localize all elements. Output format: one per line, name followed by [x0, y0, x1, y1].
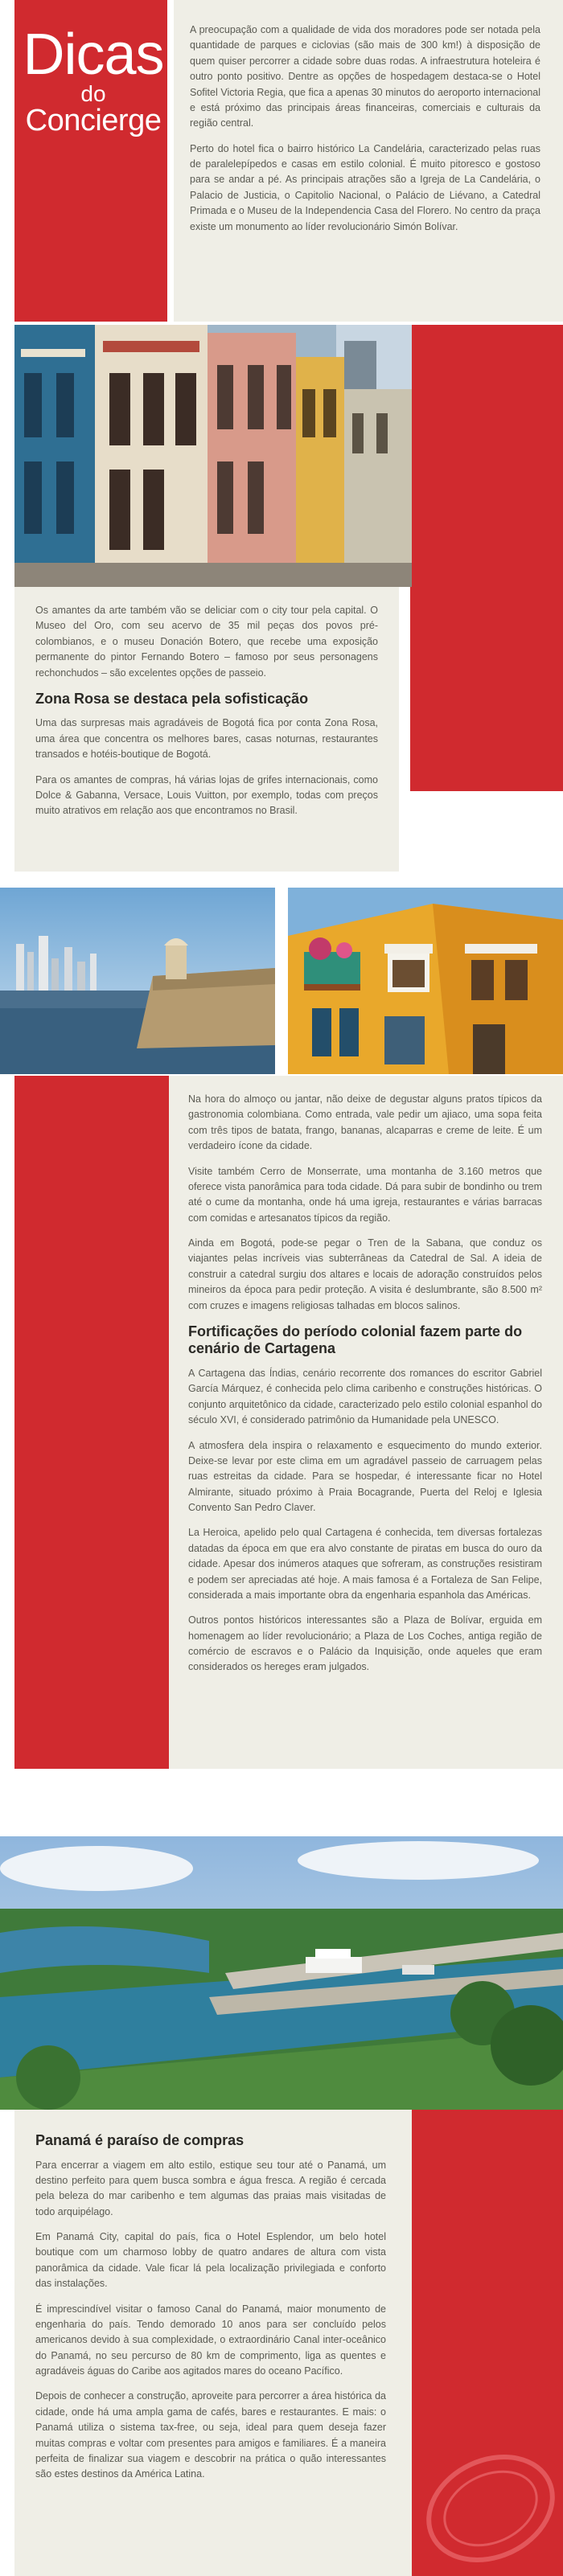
section3-paragraph-2: Visite também Cerro de Monserrate, uma montanha de 3.160 metros que oferece vista panorâmica para toda cidade. Dá para subir de bondinho ou trem até o cume da montanha, onde há uma igreja, restaurantes e várias barracas com comidas e artesanatos típicos da região. — [188, 1165, 542, 1224]
section4-paragraph-2: Em Panamá City, capital do país, fica o Hotel Esplendor, um belo hotel boutique com um charmoso lobby de quatro andares de altura com vista panorâmica da cidade. Vale ficar lá pela localização privilegiada e conforto das instalações. — [35, 2231, 386, 2290]
cartagena-waterfront-photo — [0, 888, 275, 1074]
section3-paragraph-1: Na hora do almoço ou jantar, não deixe de degustar alguns pratos típicos da gastronomia colombiana. Como entrada, vale pedir um ajiaco, uma sopa feita com três tipos de batata, frango, bananas, alcaparras e creme de leite. É um verdadeiro ícone da cidade. — [188, 1093, 542, 1152]
section2-text — [35, 603, 378, 829]
section2-paragraph-2: Uma das surpresas mais agradáveis de Bogotá fica por conta Zona Rosa, uma área que concentra os melhores bares, casas noturnas, restaurantes transados e hotéis-boutique de Bogotá. — [35, 717, 378, 761]
section1-paragraph-2: Perto do hotel fica o bairro histórico La Candelária, caracterizado pelas ruas de paralelepípedos e casas em estilo colonial. É muito pitoresco e gostoso para se andar a pé. As principais atrações são a Igreja de La Candelária, o Palacio de Justicia, o Capitolio Nacional, o Palácio de Liévano, a Catedral Primada e o Museu de la Independencia Casa del Florero. No centro da praça existe um monumento ao líder revolucionário Simón Bolívar. — [190, 142, 540, 232]
section1-paragraph-1: A preocupação com a qualidade de vida dos moradores pode ser notada pela quantidade de parques e ciclovias (são mais de 300 km!) à disposição de quem quiser percorrer a cidade sobre duas rodas. A infraestrutura hoteleira é outro ponto positivo. Dentre as opções de hospedagem destaca-se o Hotel Sofitel Victoria Regia, que fica a apenas 30 minutos do aeroporto internacional e está próximo das principais áreas financeiras, comerciais e culturais da região central. — [190, 24, 540, 129]
section1-text — [190, 23, 540, 244]
title-line-do: do — [80, 80, 106, 106]
section3-paragraph-5: A atmosfera dela inspira o relaxamento e esquecimento do mundo exterior. Deixe-se levar por este clima em um agradável passeio de carruagem pelas ruas estreitas da cidade. Para se hospedar, é interessante ficar no Hotel Almirante, situado próximo à Praia Bocagrande, Puerta del Reloj e Iglesia Convento San Pedro Claver. — [188, 1439, 542, 1514]
section4-paragraph-3: É imprescindível visitar o famoso Canal do Panamá, maior monumento de engenharia do país. Tendo demorado 10 anos para ser concluído pelos americanos devido à sua complexidade, o extraordinário Canal inter-oceânico do Panamá, no seu percurso de 80 km de comprimento, liga as quentes e agradáveis águas do Caribe aos agitados mares do oceano Pacífico. — [35, 2303, 386, 2377]
decorative-swirl-icon — [410, 2420, 563, 2576]
section3-paragraph-4: A Cartagena das Índias, cenário recorrente dos romances do escritor Gabriel García Márquez, é conhecida pelo clima caribenho e construções históricas. O conjunto arquitetônico da cidade, caracterizado pelo estilo colonial espanhol do século XVI, é considerado patrimônio da Humanidade pela UNESCO. — [188, 1368, 542, 1426]
title-line-concierge: Concierge — [25, 103, 162, 137]
section4-heading: Panamá é paraíso de compras — [35, 2132, 245, 2148]
section3-red-block — [14, 1076, 172, 1769]
section3-paragraph-3: Ainda em Bogotá, pode-se pegar o Tren de la Sabana, que conduz os viajantes pelas incríveis vias subterrâneas da Catedral de Sal. A ideia de construir a catedral surgiu dos altares e locais de adoração construídos pelos mineiros da época para pedir proteção. A visita é deslumbrante, são 8.500 m² com cruzes e imagens religiosas talhadas em blocos salinos. — [188, 1237, 542, 1311]
section3-paragraph-6: La Heroica, apelido pelo qual Cartagena é conhecida, tem diversas fortalezas datadas da época em que era alvo constante de piratas em busca do ouro da cidade. Apesar dos inúmeros ataques que sofreram, as construções resistiram e podem ser apreciadas até hoje. A mais famosa é a Fortaleza de San Felipe, considerada a mais importante obra da engenharia espanhola das Américas. — [188, 1527, 542, 1601]
section4-paragraph-4: Depois de conhecer a construção, aproveite para percorrer a área histórica da cidade, onde há uma ampla gama de cafés, bares e restaurantes. E mais: o Panamá utiliza o sistema tax-free, ou seja, ideal para quem deseja fazer muitas compras e voltar com presentes para amigos e familiares. É a maneira perfeita de finalizar sua viagem e descobrir na prática o quão interessantes são estes destinos da América Latina. — [35, 2390, 386, 2480]
title-block — [13, 23, 174, 137]
section3-heading: Fortificações do período colonial fazem parte do cenário de Cartagena — [188, 1323, 523, 1357]
section3-paragraph-7: Outros pontos históricos interessantes são a Plaza de Bolívar, erguida em homenagem ao líder revolucionário; a Plaza de Los Coches, antiga região de comércio de escravos e o Palácio da Inquisição, onde aqueles que eram considerados os hereges eram julgados. — [188, 1614, 542, 1673]
panama-canal-photo — [0, 1836, 563, 2110]
title-line-dicas: Dicas — [23, 23, 164, 87]
cartagena-colonial-house-photo — [288, 888, 563, 1074]
colonial-street-photo — [14, 325, 412, 587]
section4-paragraph-1: Para encerrar a viagem em alto estilo, estique seu tour até o Panamá, um destino perfeito para quem busca sombra e água fresca. A região é cercada pela beleza do mar caribenho e tem algumas das praias mais visitadas de todo arquipélago. — [35, 2159, 386, 2217]
section4-text — [35, 2132, 386, 2492]
section3-text — [188, 1092, 542, 1685]
section2-red-stripe — [410, 325, 563, 791]
section2-heading: Zona Rosa se destaca pela sofisticação — [35, 690, 309, 707]
section2-paragraph-1: Os amantes da arte também vão se deliciar com o city tour pela capital. O Museo del Oro, com seu acervo de 35 mil peças dos povos pré-colombianos, e o museu Donación Botero, que recebe uma exposição permanente do pintor Fernando Botero – famoso por seus personagens rechonchudos – são excelentes opções de passeio. — [35, 605, 378, 679]
section2-paragraph-3: Para os amantes de compras, há várias lojas de grifes internacionais, como Dolce & Gabanna, Versace, Louis Vuitton, por exemplo, todas com preços muito atrativos em relação aos que encontramos no Brasil. — [35, 773, 378, 817]
